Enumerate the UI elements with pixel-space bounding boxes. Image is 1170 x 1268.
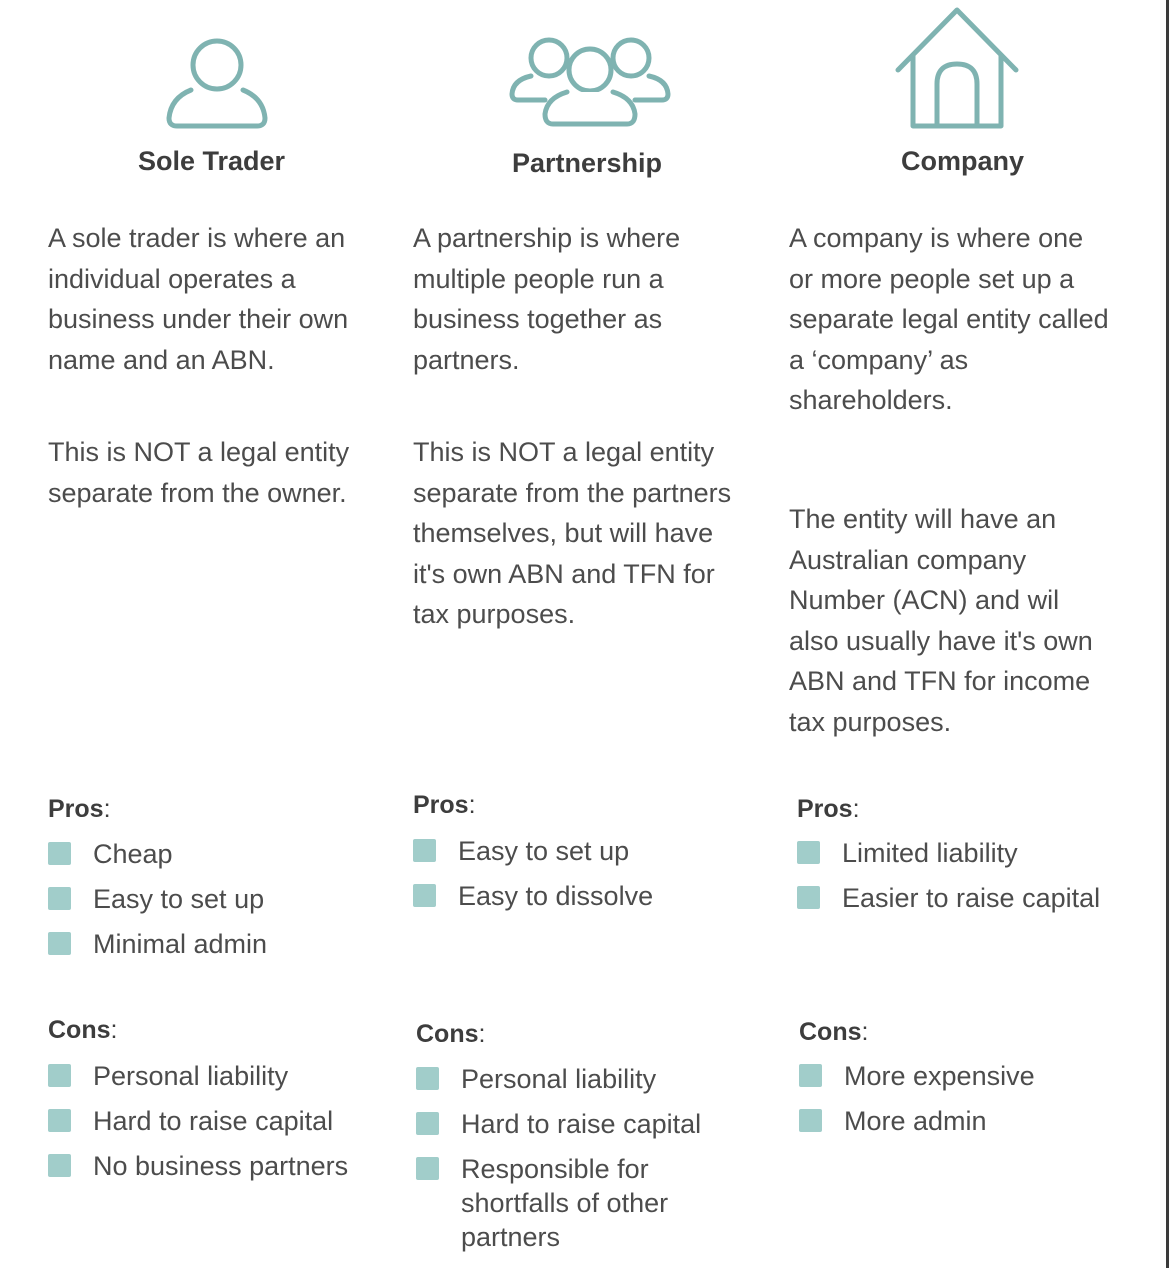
cons-list	[416, 1062, 741, 1265]
list-item: Cheap	[48, 837, 393, 871]
square-bullet-icon	[416, 1067, 439, 1090]
square-bullet-icon	[48, 887, 71, 910]
list-item: More expensive	[799, 1059, 1139, 1093]
square-bullet-icon	[48, 1154, 71, 1177]
list-item: Personal liability	[416, 1062, 741, 1096]
column-title: Partnership	[512, 148, 663, 178]
pros-label: Pros:	[48, 795, 111, 823]
right-border	[1166, 0, 1169, 1268]
people-group-icon	[509, 36, 671, 130]
square-bullet-icon	[416, 1112, 439, 1135]
list-item: Easy to set up	[413, 834, 753, 868]
list-item: No business partners	[48, 1149, 393, 1183]
column-title: Sole Trader	[138, 146, 286, 176]
pros-label: Pros:	[797, 795, 860, 823]
person-icon	[165, 36, 269, 130]
square-bullet-icon	[797, 886, 820, 909]
square-bullet-icon	[799, 1064, 822, 1087]
legal-note: This is NOT a legal entity separate from the owner.	[48, 437, 350, 508]
square-bullet-icon	[416, 1157, 439, 1180]
column-title: Company	[901, 146, 1025, 176]
pros-list	[413, 834, 753, 924]
square-bullet-icon	[48, 932, 71, 955]
square-bullet-icon	[799, 1109, 822, 1132]
pros-label: Pros:	[413, 791, 476, 819]
list-item: Hard to raise capital	[48, 1104, 393, 1138]
pros-list	[797, 836, 1157, 926]
house-icon	[895, 6, 1019, 130]
square-bullet-icon	[413, 884, 436, 907]
square-bullet-icon	[48, 1109, 71, 1132]
pros-list	[48, 837, 393, 972]
square-bullet-icon	[413, 839, 436, 862]
description: A sole trader is where an individual operates a business under their own name and an ABN.	[48, 223, 349, 375]
cons-list	[799, 1059, 1139, 1149]
list-item: Minimal admin	[48, 927, 393, 961]
list-item: Limited liability	[797, 836, 1157, 870]
cons-label: Cons:	[48, 1016, 118, 1044]
description: A partnership is where multiple people run a business together as partners.	[413, 223, 681, 375]
cons-label: Cons:	[799, 1018, 869, 1046]
legal-note: This is NOT a legal entity separate from the partners themselves, but will have it's own ABN and TFN for tax purposes.	[413, 437, 732, 629]
square-bullet-icon	[48, 1064, 71, 1087]
square-bullet-icon	[797, 841, 820, 864]
square-bullet-icon	[48, 842, 71, 865]
list-item: More admin	[799, 1104, 1139, 1138]
cons-label: Cons:	[416, 1020, 486, 1048]
description: A company is where one or more people set up a separate legal entity called a ‘company’ as shareholders.	[789, 223, 1109, 415]
list-item: Personal liability	[48, 1059, 393, 1093]
list-item: Easier to raise capital	[797, 881, 1157, 915]
list-item: Easy to set up	[48, 882, 393, 916]
legal-note: The entity will have an Australian company Number (ACN) and wil also usually have it's own ABN and TFN for income tax purposes.	[789, 504, 1093, 737]
list-item: Responsible for shortfalls of other partners	[416, 1152, 741, 1254]
list-item: Easy to dissolve	[413, 879, 753, 913]
list-item: Hard to raise capital	[416, 1107, 741, 1141]
cons-list	[48, 1059, 393, 1194]
